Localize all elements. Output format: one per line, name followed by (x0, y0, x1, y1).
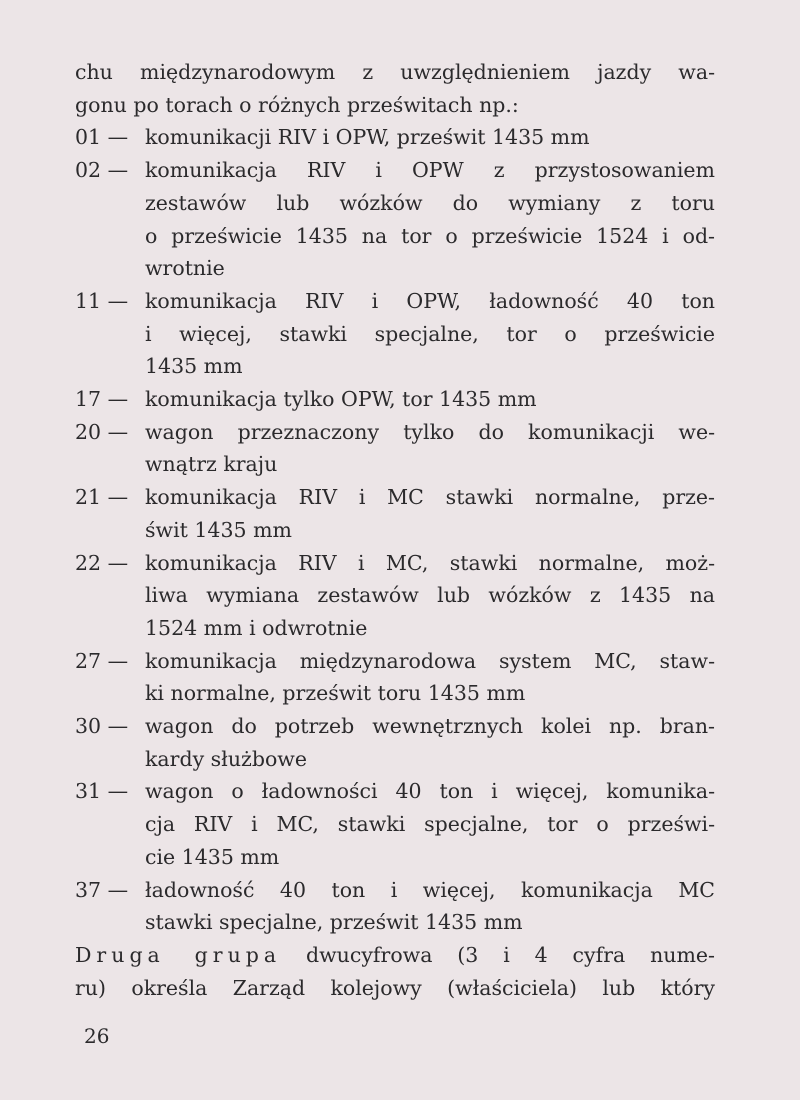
item-code-cell (75, 874, 145, 939)
item-line: wagon o ładowności 40 ton i więcej, komunika- (145, 779, 715, 804)
item-line: komunikacja RIV i MC stawki normalne, prze- (145, 485, 715, 510)
item-code-cell (75, 645, 145, 710)
list-item (75, 383, 715, 416)
item-description (145, 383, 715, 416)
item-dash: — (107, 648, 129, 673)
item-line: wrotnie (145, 256, 225, 281)
item-line: i więcej, stawki specjalne, tor o prześwicie (145, 321, 715, 346)
item-description (145, 154, 715, 285)
item-description (145, 645, 715, 710)
item-dash: — (107, 714, 129, 739)
intro-line: chu międzynarodowym z uwzględnieniem jazdy wa- (75, 60, 715, 84)
page-number: 26 (84, 1024, 110, 1048)
item-dash: — (107, 288, 129, 313)
item-description (145, 874, 715, 939)
item-line: wnątrz kraju (145, 452, 278, 477)
item-line: komunikacja RIV i MC, stawki normalne, moż- (145, 550, 715, 575)
item-code: 37 (75, 877, 102, 902)
item-code-cell (75, 416, 145, 481)
item-line: ładowność 40 ton i więcej, komunikacja MC (145, 877, 715, 902)
item-line: kardy służbowe (145, 746, 307, 771)
closing-line (75, 939, 715, 972)
page-text (75, 56, 715, 1004)
item-line: zestawów lub wózków do wymiany z toru (145, 190, 715, 215)
item-code: 20 (75, 419, 102, 444)
item-line: świt 1435 mm (145, 517, 292, 542)
item-code: 21 (75, 485, 102, 510)
item-code-cell (75, 383, 145, 416)
code-list (75, 121, 715, 939)
item-code-cell (75, 710, 145, 775)
item-line: stawki specjalne, prześwit 1435 mm (145, 910, 523, 935)
item-dash: — (107, 125, 129, 150)
item-line: wagon przeznaczony tylko do komunikacji we- (145, 419, 715, 444)
item-line: 1435 mm (145, 354, 243, 379)
list-item (75, 547, 715, 645)
item-line: komunikacja RIV i OPW z przystosowaniem (145, 158, 715, 183)
list-item (75, 710, 715, 775)
item-code: 11 (75, 288, 102, 313)
item-dash: — (107, 877, 129, 902)
item-line: cie 1435 mm (145, 844, 280, 869)
item-code: 02 (75, 158, 102, 183)
item-description (145, 416, 715, 481)
item-description (145, 285, 715, 383)
item-line: komunikacja tylko OPW, tor 1435 mm (145, 387, 537, 412)
item-description (145, 775, 715, 873)
item-code-cell (75, 285, 145, 383)
item-dash: — (107, 485, 129, 510)
item-code: 22 (75, 550, 102, 575)
list-item (75, 874, 715, 939)
item-line: 1524 mm i odwrotnie (145, 615, 368, 640)
item-line: komunikacji RIV i OPW, prześwit 1435 mm (145, 125, 590, 150)
list-item (75, 481, 715, 546)
item-code: 31 (75, 779, 102, 804)
item-code: 17 (75, 387, 102, 412)
item-dash: — (107, 387, 129, 412)
item-dash: — (107, 779, 129, 804)
item-code: 01 (75, 125, 102, 150)
list-item (75, 645, 715, 710)
item-line: o prześwicie 1435 na tor o prześwicie 1524 i od- (145, 223, 715, 248)
closing-text: dwucyfrowa (3 i 4 cyfra nume- (306, 942, 715, 967)
list-item (75, 285, 715, 383)
list-item (75, 154, 715, 285)
item-description (145, 710, 715, 775)
list-item (75, 775, 715, 873)
item-dash: — (107, 419, 129, 444)
closing-line: ru) określa Zarząd kolejowy (właściciela) lub który (75, 975, 715, 1000)
item-code-cell (75, 154, 145, 285)
item-code-cell (75, 547, 145, 645)
item-line: liwa wymiana zestawów lub wózków z 1435 na (145, 583, 715, 608)
item-dash: — (107, 550, 129, 575)
item-code-cell (75, 121, 145, 154)
item-code-cell (75, 775, 145, 873)
item-description (145, 121, 715, 154)
item-line: komunikacja RIV i OPW, ładowność 40 ton (145, 288, 715, 313)
spaced-emphasis: Druga grupa (75, 942, 282, 967)
item-code-cell (75, 481, 145, 546)
item-line: komunikacja międzynarodowa system MC, staw- (145, 648, 715, 673)
item-dash: — (107, 158, 129, 183)
item-code: 30 (75, 714, 102, 739)
list-item (75, 416, 715, 481)
item-code: 27 (75, 648, 102, 673)
item-description (145, 481, 715, 546)
item-line: wagon do potrzeb wewnętrznych kolei np. bran- (145, 714, 715, 739)
item-description (145, 547, 715, 645)
item-line: ki normalne, prześwit toru 1435 mm (145, 681, 526, 706)
item-line: cja RIV i MC, stawki specjalne, tor o prześwi- (145, 812, 715, 837)
list-item (75, 121, 715, 154)
intro-line: gonu po torach o różnych prześwitach np.: (75, 92, 519, 117)
